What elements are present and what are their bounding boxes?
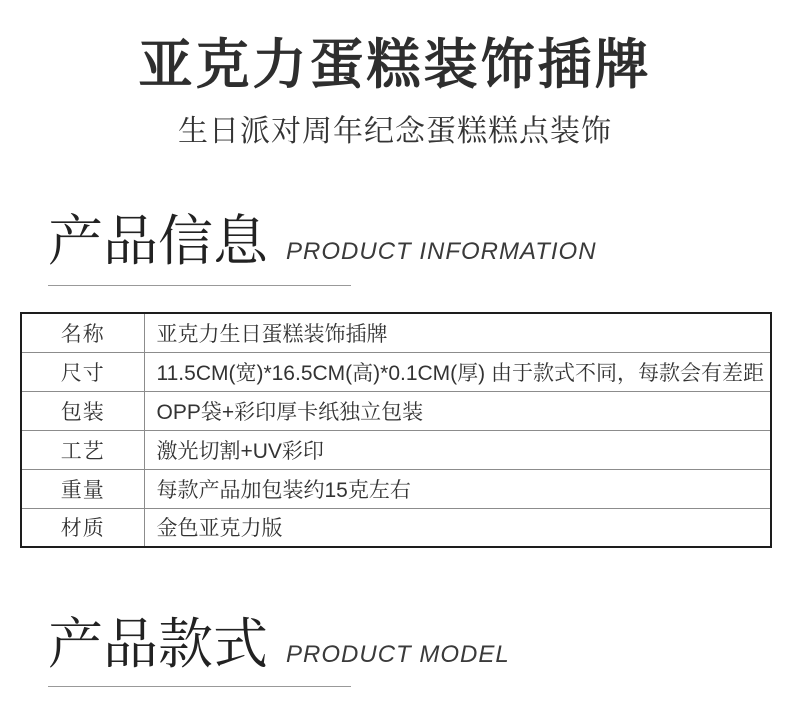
product-model-title-zh: 产品款式 [48,613,269,675]
product-model-title-en: PRODUCT MODEL [286,641,510,668]
row-label: 包装 [21,391,144,430]
table-row [21,508,771,547]
product-info-underline [48,285,351,286]
row-label: 重量 [21,469,144,508]
row-label: 名称 [21,313,144,352]
row-label: 材质 [21,508,144,547]
table-row [21,430,771,469]
row-value: 金色亚克力版 [144,508,771,547]
row-label: 工艺 [21,430,144,469]
row-value: 每款产品加包装约15克左右 [144,469,771,508]
table-row [21,352,771,391]
table-row [21,391,771,430]
product-info-title-zh: 产品信息 [48,210,269,272]
table-row [21,469,771,508]
row-value: 激光切割+UV彩印 [144,430,771,469]
product-info-section-header [48,210,597,272]
row-value: OPP袋+彩印厚卡纸独立包装 [144,391,771,430]
row-label: 尺寸 [21,352,144,391]
table-row [21,313,771,352]
row-value: 亚克力生日蛋糕装饰插牌 [144,313,771,352]
page-title: 亚克力蛋糕装饰插牌 [138,35,652,95]
product-info-table [20,312,772,548]
product-info-title-en: PRODUCT INFORMATION [286,238,597,265]
row-value: 11.5CM(宽)*16.5CM(高)*0.1CM(厚) 由于款式不同，每款会有差距 [144,352,771,391]
product-model-underline [48,686,351,687]
page-subtitle: 生日派对周年纪念蛋糕糕点装饰 [178,115,612,148]
product-model-section-header [48,613,510,675]
